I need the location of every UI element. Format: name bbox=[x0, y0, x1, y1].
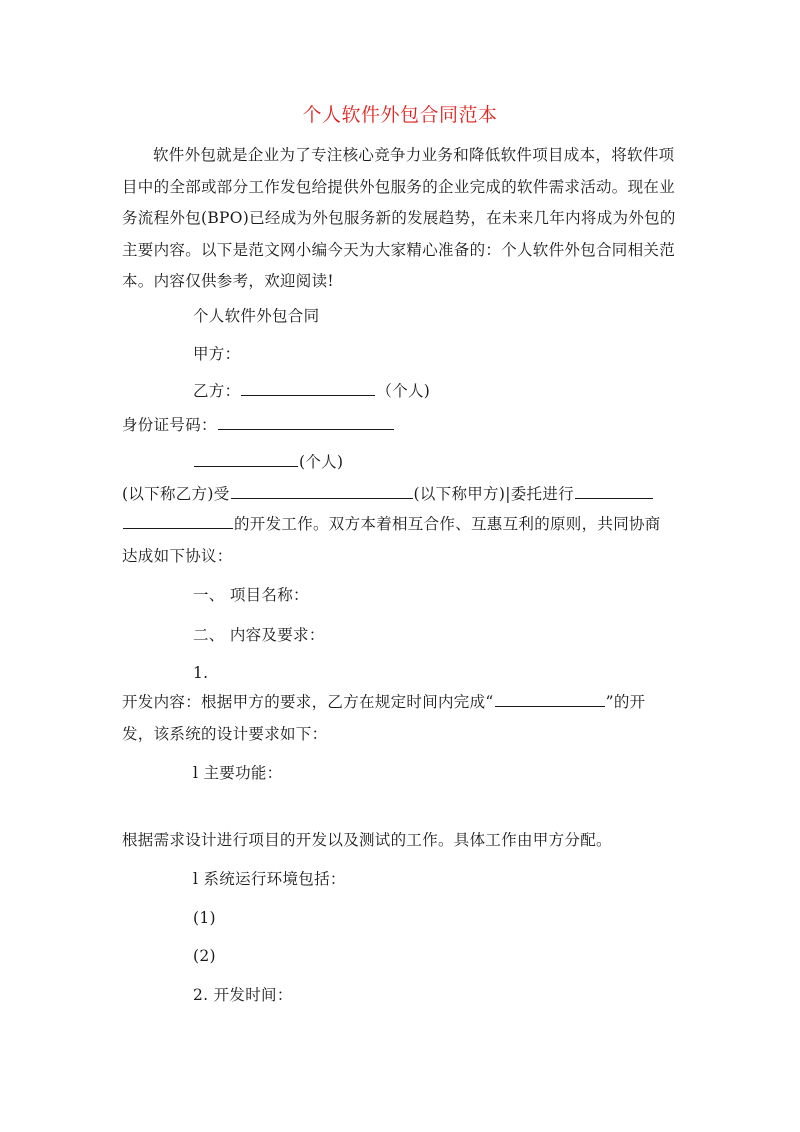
person-suffix: (个人) bbox=[299, 453, 344, 471]
main-functions-line: l 主要功能： bbox=[193, 764, 283, 782]
system-name-blank bbox=[495, 692, 605, 707]
party-b-blank bbox=[241, 381, 375, 396]
dev-content-1a: 开发内容：根据甲方的要求，乙方在规定时间内完成“ bbox=[122, 693, 494, 711]
entrust-line bbox=[122, 484, 654, 504]
project-blank-1 bbox=[575, 484, 653, 499]
person-blank bbox=[194, 452, 298, 467]
party-b-suffix: （个人) bbox=[376, 382, 431, 400]
entrust-part2: (以下称甲方)|委托进行 bbox=[413, 485, 574, 503]
intro-paragraph: 软件外包就是企业为了专注核心竞争力业务和降低软件项目成本，将软件项目中的全部或部分工作发包给提供外包服务的企业完成的软件需求活动。现在业务流程外包(BPO)已经成为外包服务新的发展趋势，在未来几年内将成为外包的主要内容。以下是范文网小编今天为大家精心准备的：个人软件外包合同相关范本。内容仅供参考，欢迎阅读! bbox=[122, 146, 676, 290]
env-item-2: (2) bbox=[193, 947, 216, 965]
section-content-requirements: 二、 内容及要求： bbox=[193, 626, 325, 644]
dev-work-text: 的开发工作。双方本着相互合作、互惠互利的原则，共同协商 bbox=[234, 515, 661, 533]
document-title: 个人软件外包合同范本 bbox=[302, 104, 498, 126]
entrust-part1: (以下称乙方)受 bbox=[122, 485, 230, 503]
system-env-line: l 系统运行环境包括： bbox=[193, 870, 346, 888]
contract-heading: 个人软件外包合同 bbox=[193, 307, 320, 325]
party-b-label: 乙方： bbox=[193, 382, 241, 400]
party-b-line bbox=[193, 381, 430, 401]
dev-work-line bbox=[122, 514, 661, 534]
project-blank-2 bbox=[123, 514, 233, 529]
id-number-blank bbox=[218, 415, 394, 430]
person-line bbox=[193, 452, 343, 472]
item-1: 1. bbox=[193, 664, 209, 682]
item-2-dev-time: 2. 开发时间： bbox=[193, 986, 293, 1004]
dev-content-line-1 bbox=[122, 692, 645, 712]
id-number-line bbox=[122, 415, 395, 435]
dev-content-1b: ”的开 bbox=[605, 693, 646, 711]
requirement-line: 根据需求设计进行项目的开发以及测试的工作。具体工作由甲方分配。 bbox=[122, 831, 612, 849]
section-project-name: 一、 项目名称： bbox=[193, 586, 309, 604]
agree-line: 达成如下协议： bbox=[122, 547, 233, 565]
env-item-1: (1) bbox=[193, 909, 216, 927]
party-a-line: 甲方： bbox=[193, 345, 241, 363]
id-label: 身份证号码： bbox=[122, 416, 217, 434]
dev-content-line-2: 发，该系统的设计要求如下： bbox=[122, 725, 328, 743]
party-a-name-blank bbox=[231, 484, 413, 499]
